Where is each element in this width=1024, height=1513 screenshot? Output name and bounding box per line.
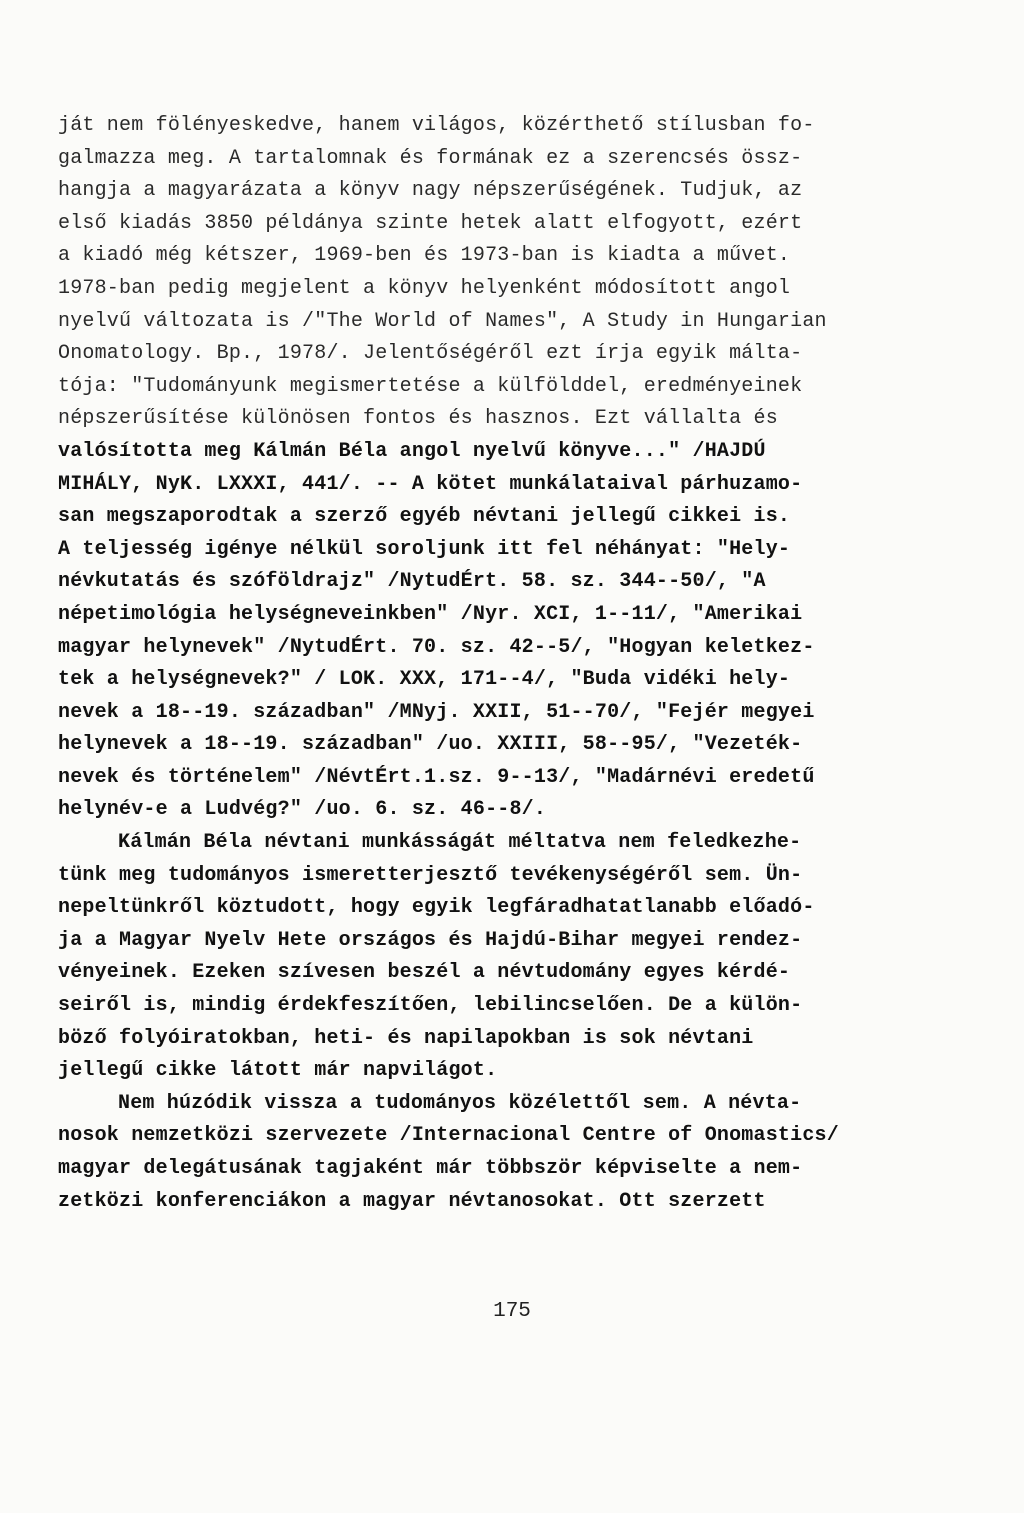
text-line: MIHÁLY, NyK. LXXXI, 441/. -- A kötet munkálataival párhuzamo- (58, 472, 803, 496)
text-line: tünk meg tudományos ismeretterjesztő tevékenységéről sem. Ün- (58, 863, 803, 887)
text-line: nepeltünkről köztudott, hogy egyik legfáradhatatlanabb előadó- (58, 896, 815, 920)
text-line: nevek a 18--19. században" /MNyj. XXII, 51--70/, "Fejér megyei (58, 700, 815, 724)
paragraph-start-line: Nem húzódik vissza a tudományos közélettől sem. A névta- (118, 1091, 802, 1115)
paragraph-start-line: Kálmán Béla névtani munkásságát méltatva nem feledkezhe- (118, 831, 802, 855)
text-line: nevek és történelem" /NévtÉrt.1.sz. 9--13/, "Madárnévi eredetű (58, 765, 815, 789)
text-line: hangja a magyarázata a könyv nagy népszerűségének. Tudjuk, az (58, 179, 803, 203)
body-text (58, 110, 918, 1218)
text-line: tek a helységnevek?" / LOK. XXX, 171--4/, "Buda vidéki hely- (58, 668, 791, 692)
text-line: nosok nemzetközi szervezete /Internacional Centre of Onomastics/ (58, 1124, 839, 1148)
text-line: névkutatás és szóföldrajz" /NytudÉrt. 58. sz. 344--50/, "A (58, 570, 766, 594)
text-line: tója: "Tudományunk megismertetése a külfölddel, eredményeinek (58, 374, 803, 398)
text-line: népszerűsítése különösen fontos és hasznos. Ezt vállalta és (58, 407, 778, 431)
text-line: jellegű cikke látott már napvilágot. (58, 1059, 498, 1083)
text-line: népetimológia helységneveinkben" /Nyr. XCI, 1--11/, "Amerikai (58, 602, 803, 626)
text-line: helynév-e a Ludvég?" /uo. 6. sz. 46--8/. (58, 798, 547, 822)
page-number: 175 (493, 1300, 531, 1323)
text-line: magyar helynevek" /NytudÉrt. 70. sz. 42--5/, "Hogyan keletkez- (58, 635, 815, 659)
text-line: ja a Magyar Nyelv Hete országos és Hajdú-Bihar megyei rendez- (58, 928, 803, 952)
text-line: A teljesség igénye nélkül soroljunk itt fel néhányat: "Hely- (58, 537, 791, 561)
text-line: nyelvű változata is /"The World of Names", A Study in Hungarian (58, 309, 827, 333)
text-line: Onomatology. Bp., 1978/. Jelentőségéről ezt írja egyik málta- (58, 342, 803, 366)
text-line: 1978-ban pedig megjelent a könyv helyenként módosított angol (58, 276, 791, 300)
text-line: magyar delegátusának tagjaként már többször képviselte a nem- (58, 1157, 803, 1180)
text-line: helynevek a 18--19. században" /uo. XXIII, 58--95/, "Vezeték- (58, 733, 803, 757)
text-line: a kiadó még kétszer, 1969-ben és 1973-ban is kiadta a művet. (58, 244, 791, 268)
text-line: zetközi konferenciákon a magyar névtanosokat. Ott szerzett (58, 1189, 766, 1213)
text-line: ját nem fölényeskedve, hanem világos, közérthető stílusban fo- (58, 114, 815, 137)
text-line: első kiadás 3850 példánya szinte hetek alatt elfogyott, ezért (58, 211, 803, 235)
text-line: böző folyóiratokban, heti- és napilapokban is sok névtani (58, 1026, 754, 1050)
text-line: vényeinek. Ezeken szívesen beszél a névtudomány egyes kérdé- (58, 961, 791, 985)
text-line: san megszaporodtak a szerző egyéb névtani jellegű cikkei is. (58, 505, 791, 529)
text-line: valósította meg Kálmán Béla angol nyelvű könyve..." /HAJDÚ (58, 439, 766, 463)
text-line: seiről is, mindig érdekfeszítően, lebilincselően. De a külön- (58, 994, 803, 1018)
text-line: galmazza meg. A tartalomnak és formának ez a szerencsés össz- (58, 146, 803, 170)
